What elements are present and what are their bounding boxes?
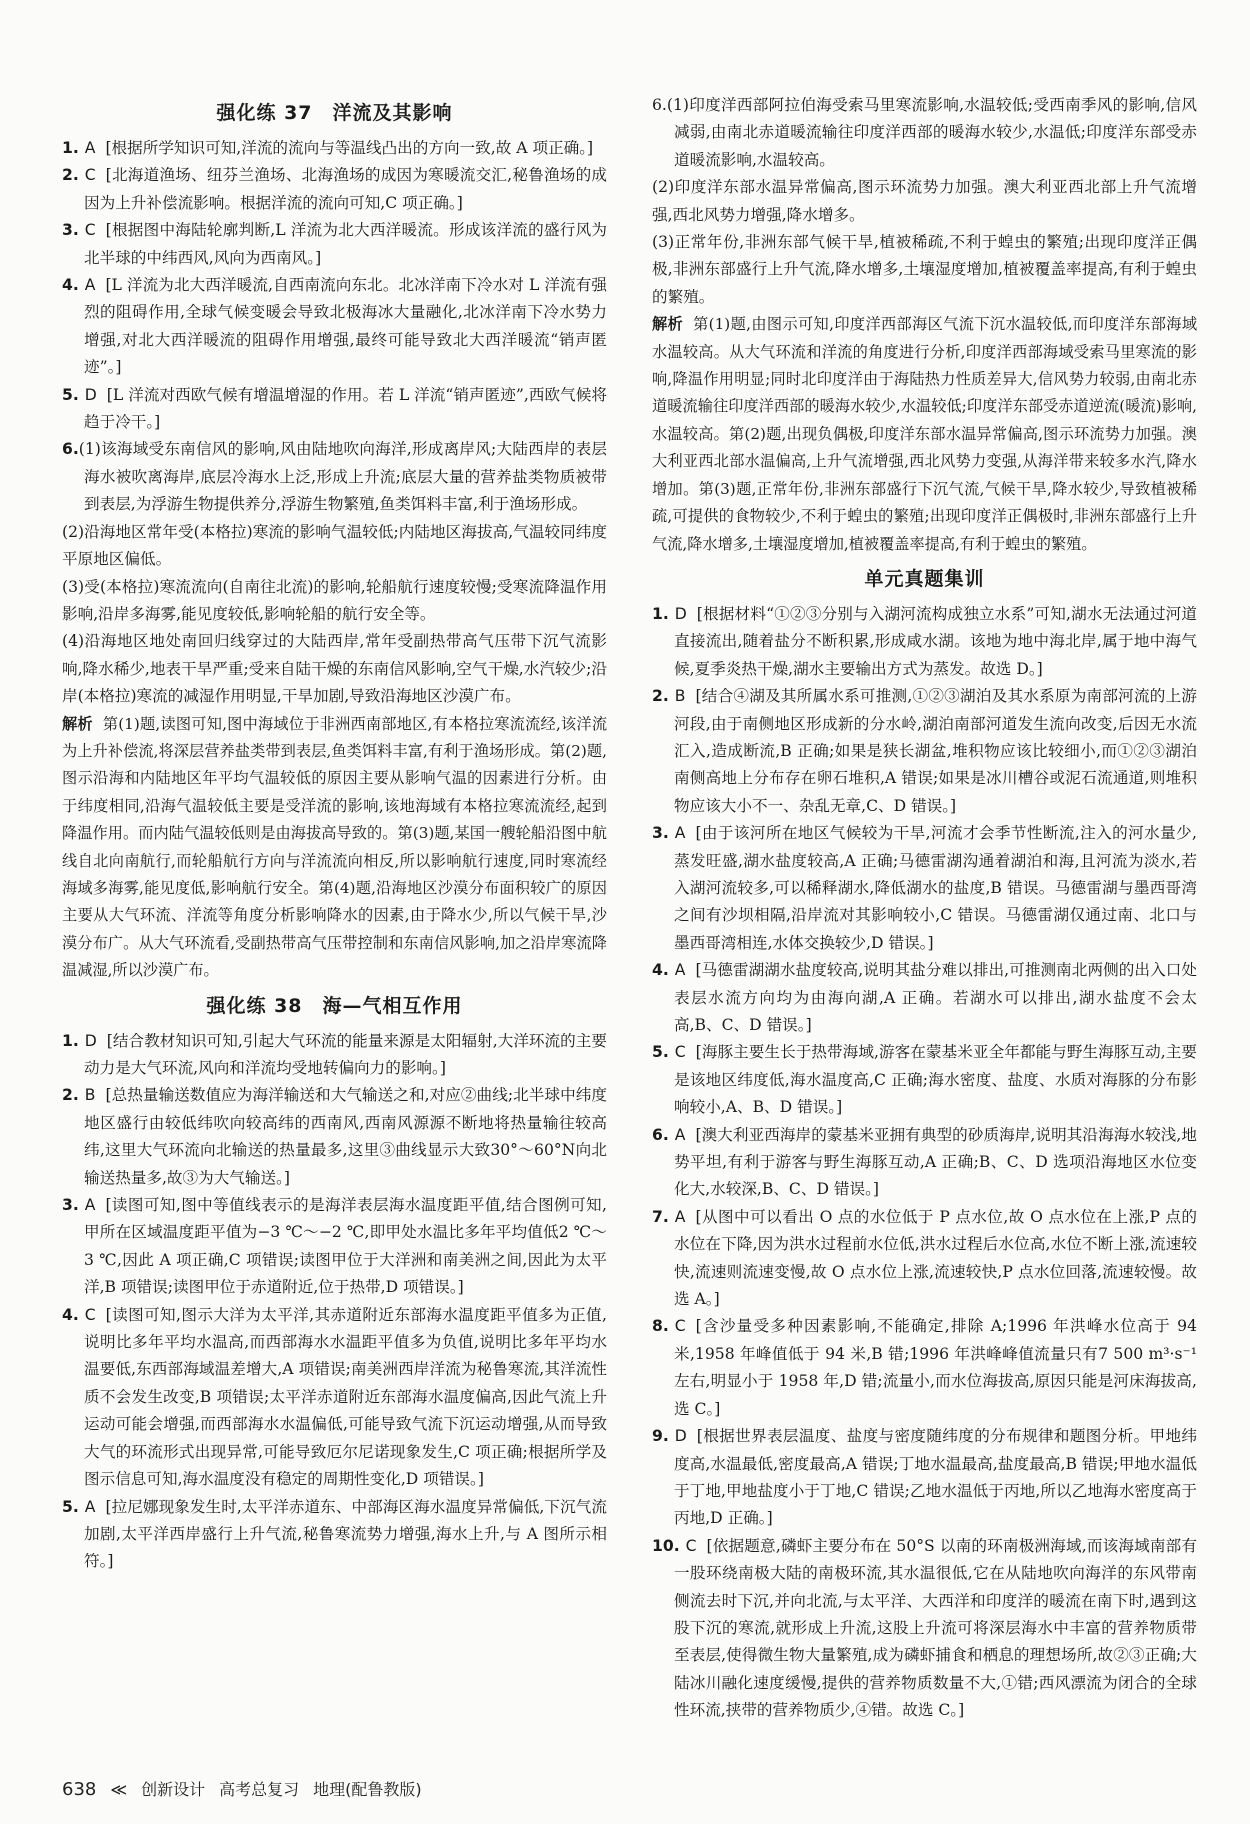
right-column xyxy=(652,92,1197,1725)
answer-item: 1. D [根据材料“①②③分别与入湖河流构成独立水系”可知,湖水无法通过河道直接流出,随着盐分不断积累,形成咸水湖。该地为地中海北岸,属于地中海气候,夏季炎热干燥,湖水主要输出方式为蒸发。故选 D。] xyxy=(652,604,1197,678)
answer-item: 5. D [L 洋流对西欧气候有增温增湿的作用。若 L 洋流“销声匿迹”,西欧气候将趋于冷干。] xyxy=(62,385,607,432)
answer-paragraph: (2)印度洋东部水温异常偏高,图示环流势力加强。澳大利亚西北部上升气流增强,西北风势力增强,降水增多。 xyxy=(652,178,1197,224)
answer-item: 4. A [L 洋流为北大西洋暖流,自西南流向东北。北冰洋南下冷水对 L 洋流有强烈的阻碍作用,全球气候变暖会导致北极海冰大量融化,北冰洋南下冷水势力增强,对北大西洋暖流的阻碍作用增强,最终可能导致北大西洋暖流“销声匿迹”。] xyxy=(62,276,607,377)
answer-item: 6.(1)该海域受东南信风的影响,风由陆地吹向海洋,形成离岸风;大陆西岸的表层海水被吹离海岸,底层冷海水上泛,形成上升流;底层大量的营养盐类物质被带到表层,为浮游生物提供养分,浮游生物繁殖,鱼类饵料丰富,利于渔场形成。 xyxy=(62,440,607,514)
answer-item: 1. D [结合教材知识可知,引起大气环流的能量来源是太阳辐射,大洋环流的主要动力是大气环流,风向和洋流均受地转偏向力的影响。] xyxy=(62,1031,607,1077)
answer-paragraph: (4)沿海地区地处南回归线穿过的大陆西岸,常年受副热带高气压带下沉气流影响,降水稀少,地表干旱严重;受来自陆干燥的东南信风影响,空气干燥,水汽较少;沿岸(本格拉)寒流的减湿作用明显,干旱加剧,导致沿海地区沙漠广布。 xyxy=(62,632,607,706)
answer-item: 2. B [结合④湖及其所属水系可推测,①②③湖泊及其水系原为南部河流的上游河段,由于南侧地区形成新的分水岭,湖泊南部河道发生流向改变,后因无水流汇入,造成断流,B 正确;如果是狭长湖盆,堆积物应该比较细小,而①②③湖泊南侧高地上分布存在卵石堆积,A 错误;如果是冰川槽谷或泥石流通道,则堆积物应该大小不一、杂乱无章,C、D 错误。] xyxy=(652,687,1197,815)
page-footer xyxy=(62,1777,436,1800)
answer-item: 6.(1)印度洋西部阿拉伯海受索马里寒流影响,水温较低;受西南季风的影响,信风减弱,由南北赤道暖流输往印度洋西部的暖海水较少,水温低;印度洋东部受赤道暖流影响,水温较高。 xyxy=(652,96,1197,169)
section-title-38: 强化练 38 海—气相互作用 xyxy=(206,994,463,1017)
section-title-unit: 单元真题集训 xyxy=(864,567,985,590)
answer-paragraph: (3)受(本格拉)寒流流向(自南往北流)的影响,轮船航行速度较慢;受寒流降温作用影响,沿岸多海雾,能见度较低,影响轮船的航行安全等。 xyxy=(62,577,607,623)
answer-item: 4. A [马德雷湖湖水盐度较高,说明其盐分难以排出,可推测南北两侧的出入口处表层水流方向均为由海向湖,A 正确。若湖水可以排出,湖水盐度不会太高,B、C、D 错误。] xyxy=(652,961,1197,1034)
subject-name: 地理(配鲁教版) xyxy=(313,1780,422,1799)
answer-paragraph: (2)沿海地区常年受(本格拉)寒流的影响气温较低;内陆地区海拔高,气温较同纬度平原地区偏低。 xyxy=(62,522,607,569)
answer-item: 3. C [根据图中海陆轮廓判断,L 洋流为北大西洋暖流。形成该洋流的盛行风为北半球的中纬西风,风向为西南风。] xyxy=(62,221,607,267)
left-column xyxy=(62,92,607,1576)
answer-item: 3. A [由于该河所在地区气候较为干旱,河流才会季节性断流,注入的河水量少,蒸发旺盛,湖水盐度较高,A 正确;马德雷湖沟通着湖泊和海,且河流为淡水,若入湖河流较多,可以稀释湖水,降低湖水的盐度,B 错误。马德雷湖与墨西哥湾之间有沙坝相隔,沿岸流对其影响较小,C 错误。马德雷湖仅通过南、北口与墨西哥湾相连,水体交换较少,D 错误。] xyxy=(652,824,1197,952)
answer-item: 3. A [读图可知,图中等值线表示的是海洋表层海水温度距平值,结合图例可知,甲所在区域温度距平值为−3 ℃～−2 ℃,即甲处水温比多年平均值低2 ℃～3 ℃,因此 A 项正确,C 项错误;读图甲位于大洋洲和南美洲之间,因此为太平洋,B 项错误;读图甲位于赤道附近,位于热带,D 项错误。] xyxy=(62,1196,607,1297)
double-chevron-icon: ≪ xyxy=(110,1780,128,1799)
answer-item: 4. C [读图可知,图示大洋为太平洋,其赤道附近东部海水温度距平值多为正值,说明比多年平均水温高,而西部海水水温距平值多为负值,说明比多年平均水温要低,东西部海域温差增大,A 项错误;南美洲西岸洋流为秘鲁寒流,其洋流性质不会发生改变,B 项错误;太平洋赤道附近东部海水温度偏高,因此气流上升运动可能会增强,而西部海水水温偏低,可能导致气流下沉运动增强,从而导致大气的环流形式出现异常,可能导致厄尔尼诺现象发生,C 项正确;根据所学及图示信息可知,海水温度没有稳定的周期性变化,D 项错误。] xyxy=(62,1305,607,1489)
answer-item: 6. A [澳大利亚西海岸的蒙基米亚拥有典型的砂质海岸,说明其沿海海水较浅,地势平坦,有利于游客与野生海豚互动,A 正确;B、C、D 选项沿海地区水位变化大,水较深,B、C、D 错误。] xyxy=(652,1125,1197,1199)
answer-item: 2. B [总热量输送数值应为海洋输送和大气输送之和,对应②曲线;北半球中纬度地区盛行由较低纬吹向较高纬的西南风,西南风源源不断地将热量输往较高纬,这里大气环流向北输送的热量最多,这里③曲线显示大致30°～60°N向北输送热量多,故③为大气输送。] xyxy=(62,1086,607,1187)
answer-item: 9. D [根据世界表层温度、盐度与密度随纬度的分布规律和题图分析。甲地纬度高,水温最低,密度最高,A 错误;丁地水温最高,盐度最高,B 错误;甲地水温低于丁地,甲地盐度小于丁地,C 错误;乙地水温低于丙地,所以乙地海水密度高于丙地,D 正确。] xyxy=(652,1427,1197,1528)
answer-item: 7. A [从图中可以看出 O 点的水位低于 P 点水位,故 O 点水位在上涨,P 点的水位在下降,因为洪水过程前水位低,洪水过程后水位高,水位不断上涨,流速较快,流速则流速变慢,故 O 点水位上涨,流速较快,P 点水位回落,流速较慢。故选 A。] xyxy=(652,1207,1197,1309)
explanation: 解析 第(1)题,读图可知,图中海域位于非洲西南部地区,有本格拉寒流流经,该洋流为上升补偿流,将深层营养盐类带到表层,鱼类饵料丰富,有利于渔场形成。第(2)题,图示沿海和内陆地区年平均气温较低的原因主要从影响气温的因素进行分析。由于纬度相同,沿海气温较低主要是受洋流的影响,该地海域有本格拉寒流流经,起到降温作用。而内陆气温较低则是由海拔高导致的。第(3)题,某国一艘轮船沿图中航线自北向南航行,而轮船航行方向与洋流流向相反,所以影响航行速度,同时寒流经海域多海雾,能见度低,影响航行安全。第(4)题,沿海地区沙漠分布面积较广的原因主要从大气环流、洋流等角度分析影响降水的因素,由于降水少,所以气候干旱,沙漠分布广。从大气环流看,受副热带高气压带控制和东南信风影响,加之沿岸寒流降温减湿,所以沙漠广布。 xyxy=(62,714,608,980)
explanation: 解析 第(1)题,由图示可知,印度洋西部海区气流下沉水温较低,而印度洋东部海域水温较高。从大气环流和洋流的角度进行分析,印度洋西部海域受索马里寒流的影响,降温作用明显;同时北印度洋由于海陆热力性质差异大,信风势力较弱,由南北赤道暖流输往印度洋西部的暖海水较少,水温较低;印度洋东部受赤道逆流(暖流)影响,水温较高。第(2)题,出现负偶极,印度洋东部水温异常偏高,图示环流势力加强。澳大利亚西北部水温偏高,上升气流增强,西北风势力变强,从海洋带来较多水汽,降水增加。第(3)题,正常年份,非洲东部盛行下沉气流,气候干旱,降水较少,导致植被稀疏,可提供的食物较少,不利于蝗虫的繁殖;出现印度洋正偶极时,非洲东部盛行上升气流,降水增多,土壤湿度增加,植被覆盖率提高,有利于蝗虫的繁殖。 xyxy=(652,315,1198,553)
answer-item: 2. C [北海道渔场、纽芬兰渔场、北海渔场的成因为寒暖流交汇,秘鲁渔场的成因为上升补偿流影响。根据洋流的流向可知,C 项正确。] xyxy=(62,166,607,212)
page-number: 638 xyxy=(62,1779,97,1800)
series-name: 创新设计 xyxy=(141,1780,206,1799)
answer-item: 5. A [拉尼娜现象发生时,太平洋赤道东、中部海区海水温度异常偏低,下沉气流加剧,太平洋西岸盛行上升气流,秘鲁寒流势力增强,海水上升,与 A 图所示相符。] xyxy=(62,1497,607,1571)
answer-item: 1. A [根据所学知识可知,洋流的流向与等温线凸出的方向一致,故 A 项正确。] xyxy=(62,139,594,157)
answer-item: 8. C [含沙量受多种因素影响,不能确定,排除 A;1996 年洪峰水位高于 94 米,1958 年峰值低于 94 米,B 错;1996 年洪峰峰值流量只有7 500 m³·s⁻¹左右,明显小于 1958 年,D 错;流量小,而水位海拔高,原因只能是河床海拔高,选 C。] xyxy=(652,1317,1197,1418)
answer-item: 10. C [依据题意,磷虾主要分布在 50°S 以南的环南极洲海域,而该海域南部有一股环绕南极大陆的南极环流,其水温很低,它在从陆地吹向海洋的东风带南侧流去时下沉,并向北流,与太平洋、大西洋和印度洋的暖流在南下时,遇到这股下沉的寒流,就形成上升流,这股上升流可将深层海水中丰富的营养物质带至表层,使得微生物大量繁殖,成为磷虾捕食和栖息的理想场所,故②③正确;大陆冰川融化速度缓慢,提供的营养物质数量不大,①错;西风漂流为闭合的全球性环流,挟带的营养物质少,④错。故选 C。] xyxy=(652,1536,1197,1720)
answer-paragraph: (3)正常年份,非洲东部气候干旱,植被稀疏,不利于蝗虫的繁殖;出现印度洋正偶极,非洲东部盛行上升气流,降水增多,土壤湿度增加,植被覆盖率提高,有利于蝗虫的繁殖。 xyxy=(652,233,1197,306)
book-title: 高考总复习 xyxy=(219,1780,300,1799)
section-title-37: 强化练 37 洋流及其影响 xyxy=(216,102,453,124)
answer-item: 5. C [海豚主要生长于热带海域,游客在蒙基米亚全年都能与野生海豚互动,主要是该地区纬度低,海水温度高,C 正确;海水密度、盐度、水质对海豚的分布影响较小,A、B、D 错误。] xyxy=(652,1043,1197,1117)
